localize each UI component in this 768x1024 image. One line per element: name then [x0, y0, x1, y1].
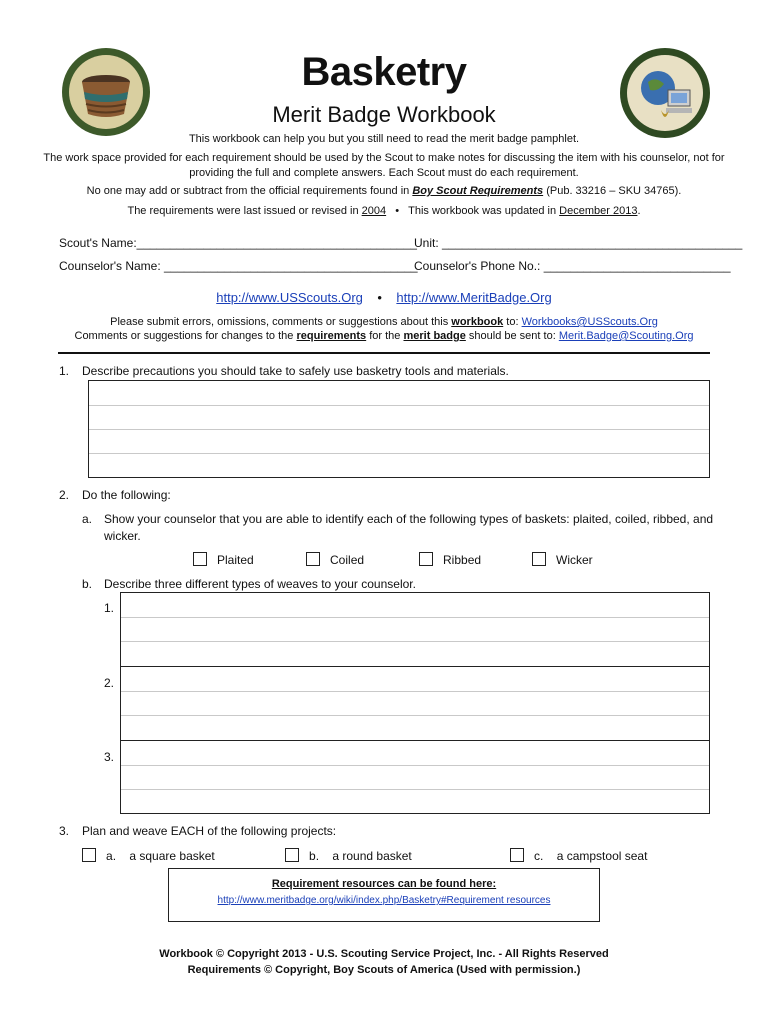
intro-line-4: No one may add or subtract from the official requirements found in Boy Scout Requirements (Pub. 33216 – SKU 34765).: [86, 185, 682, 197]
weaves-answer-box[interactable]: [120, 592, 710, 814]
footer-copyright-2: Requirements © Copyright, Boy Scouts of America (Used with permission.): [187, 964, 581, 976]
option-plaited[interactable]: Plaited: [193, 552, 254, 567]
project-square-basket[interactable]: a. a square basket: [82, 848, 215, 863]
page-subtitle: Merit Badge Workbook: [272, 102, 496, 127]
intro-line-1: This workbook can help you but you still need to read the merit badge pamphlet.: [188, 133, 580, 145]
weave-2-number: 2.: [104, 676, 115, 690]
submit-line-1: Please submit errors, omissions, comments or suggestions about this workbook to: Workbooks@USScouts.Org: [110, 316, 658, 328]
page-title: Basketry: [301, 50, 467, 94]
counselor-phone-field[interactable]: Counselor's Phone No.: ____________________________: [414, 259, 731, 273]
option-ribbed[interactable]: Ribbed: [419, 552, 481, 567]
resources-heading: Requirement resources can be found here:: [271, 878, 497, 890]
intro-line-5: The requirements were last issued or revised in 2004 • This workbook was updated in December 2013.: [127, 205, 641, 217]
option-wicker[interactable]: Wicker: [532, 552, 593, 567]
usscouts-link[interactable]: http://www.USScouts.Org: [216, 290, 363, 305]
q2b-label: b.: [82, 577, 93, 591]
revision-year: 2004: [361, 205, 387, 217]
weave-3-number: 3.: [104, 750, 115, 764]
plaited-checkbox[interactable]: [193, 552, 207, 566]
q3-text: Plan and weave EACH of the following projects:: [82, 824, 337, 838]
coiled-checkbox[interactable]: [306, 552, 320, 566]
workbooks-email-link[interactable]: Workbooks@USScouts.Org: [521, 316, 658, 328]
q3-number: 3.: [59, 824, 70, 838]
scout-name-field[interactable]: Scout's Name:__________________________________________: [59, 236, 417, 250]
weave-1-number: 1.: [104, 601, 115, 615]
campstool-seat-checkbox[interactable]: [510, 848, 524, 862]
unit-field[interactable]: Unit: _____________________________________________: [414, 236, 743, 250]
q2-number: 2.: [59, 488, 70, 502]
q2b-text: Describe three different types of weaves to your counselor.: [104, 577, 416, 591]
q2a-text-2: wicker.: [104, 529, 141, 543]
intro-line-3: providing the full and complete answers. Each Scout must do each requirement.: [189, 167, 579, 179]
wicker-checkbox[interactable]: [532, 552, 546, 566]
q1-answer-box[interactable]: [88, 380, 710, 478]
meritbadge-email-link[interactable]: Merit.Badge@Scouting.Org: [558, 330, 694, 342]
meritbadge-link[interactable]: http://www.MeritBadge.Org: [396, 290, 552, 305]
q2-text: Do the following:: [82, 488, 171, 502]
site-links: http://www.USScouts.Org • http://www.MeritBadge.Org: [216, 290, 552, 305]
project-round-basket[interactable]: b. a round basket: [285, 848, 412, 863]
q1-text: Describe precautions you should take to safely use basketry tools and materials.: [82, 364, 509, 378]
intro-line-2: The work space provided for each requirement should be used by the Scout to make notes for discussing the item with his counselor, not for: [43, 152, 725, 164]
option-coiled[interactable]: Coiled: [306, 552, 364, 567]
section-divider: [58, 352, 710, 354]
submit-line-2: Comments or suggestions for changes to the requirements for the merit badge should be sent to: Merit.Badge@Scouting.Org: [74, 330, 694, 342]
update-date: December 2013: [559, 205, 638, 217]
square-basket-checkbox[interactable]: [82, 848, 96, 862]
ribbed-checkbox[interactable]: [419, 552, 433, 566]
project-campstool-seat[interactable]: c. a campstool seat: [510, 848, 647, 863]
round-basket-checkbox[interactable]: [285, 848, 299, 862]
resources-link[interactable]: http://www.meritbadge.org/wiki/index.php/Basketry#Requirement resources: [217, 895, 551, 906]
footer-copyright-1: Workbook © Copyright 2013 - U.S. Scouting Service Project, Inc. - All Rights Reserved: [159, 948, 609, 960]
requirements-book-title: Boy Scout Requirements: [412, 185, 544, 197]
q1-number: 1.: [59, 364, 70, 378]
resources-box: [168, 868, 600, 922]
counselor-name-field[interactable]: Counselor's Name: ______________________________________: [59, 259, 418, 273]
q2a-text-1: Show your counselor that you are able to identify each of the following types of baskets: plaited, coiled, ribbed, and: [104, 512, 714, 526]
q2a-label: a.: [82, 512, 93, 526]
